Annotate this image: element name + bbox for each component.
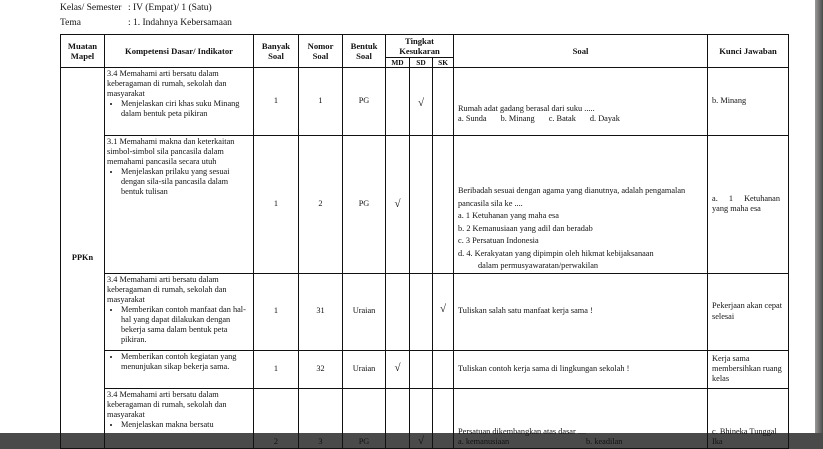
option-text: a. 1 Ketuhanan yang maha esa (458, 211, 559, 220)
check-mark-icon: √ (394, 197, 401, 210)
nomor-cell: 32 (299, 350, 343, 388)
sd-cell (410, 350, 433, 388)
sd-cell (410, 388, 433, 448)
option-text: dalam permusyawaratan/perwakilan (478, 261, 599, 270)
kd-text: 3.4 Memahami arti bersatu dalam keberagaman di rumah, sekolah dan masyarakat (107, 274, 227, 304)
soal-text: Beribadah sesuai dengan agama yang dianutnya, adalah pengamalan pancasila sila ke .... (458, 186, 686, 208)
header-kd: Kompetensi Dasar/ Indikator (105, 35, 254, 68)
header-sd: SD (410, 58, 433, 68)
banyak-cell: 2 (254, 388, 299, 448)
kunci-cell: Kerja sama membersihkan ruang kelas (708, 350, 789, 388)
option-text: b. 2 Kemanusiaan yang adil dan beradab (458, 223, 593, 233)
header-banyak: Banyak Soal (254, 35, 299, 68)
soal-text: Tuliskan contoh kerja sama di lingkungan sekolah ! (458, 363, 630, 373)
indikator-text: • Memberikan contoh manfaat dan hal-hal yang dapat dilakukan dengan bekerja sama dalam bentuk peta pikiran. (121, 305, 251, 345)
header-tingkat: Tingkat Kesukaran (386, 35, 454, 58)
soal-text: Persatuan dikembangkan atas dasar .... (458, 427, 587, 437)
soal-cell (454, 136, 708, 274)
bentuk-cell: PG (343, 136, 386, 274)
option-text: a. kemanusiaan (458, 437, 510, 447)
option-text: c. 3 Persatuan Indonesia (458, 236, 539, 245)
bentuk-cell: PG (343, 388, 386, 448)
sk-cell (433, 68, 454, 136)
tema-label: Tema (60, 18, 81, 28)
nomor-cell: 31 (299, 273, 343, 350)
options-line (458, 114, 707, 124)
indikator-text: • Menjelaskan ciri khas suku Minang dalam bentuk peta pikiran (121, 99, 251, 119)
kunci-cell: c. Bhineka Tunggal Ika (708, 388, 789, 448)
md-cell (386, 350, 410, 388)
check-mark-icon: √ (417, 435, 425, 448)
table-row (61, 273, 789, 350)
option-text: d. Dayak (589, 114, 620, 124)
page-edge-shadow (815, 0, 823, 433)
md-cell (386, 273, 410, 350)
bentuk-cell: Uraian (343, 273, 386, 350)
check-mark-icon: √ (417, 97, 425, 109)
sk-cell (433, 388, 454, 448)
sd-cell (410, 68, 433, 136)
kd-cell (105, 273, 254, 350)
sk-cell (433, 136, 454, 274)
banyak-cell: 1 (254, 68, 299, 136)
kd-cell (105, 388, 254, 448)
kd-cell (105, 350, 254, 388)
header-nomor: Nomor Soal (299, 35, 343, 68)
nomor-cell: 2 (299, 136, 343, 274)
header-muatan: Muatan Mapel (61, 35, 105, 68)
kelas-label: Kelas/ Semester (60, 3, 122, 13)
header-soal: Soal (454, 35, 708, 68)
sd-cell (410, 273, 433, 350)
nomor-cell: 1 (299, 68, 343, 136)
table-row (61, 68, 789, 136)
kd-cell (105, 68, 254, 136)
tema-value: : 1. Indahnya Kebersamaan (128, 18, 232, 28)
indikator-text: • Memberikan contoh kegiatan yang menunjukan sikap bekerja sama. (121, 352, 251, 372)
kelas-line (60, 3, 212, 14)
kd-text: 3.1 Memahami makna dan keterkaitan simbol-simbol sila pancasila dalam memahami pancasila secara utuh (107, 137, 235, 167)
header-sk: SK (433, 58, 454, 68)
soal-cell (454, 388, 708, 448)
soal-cell (454, 350, 708, 388)
soal-text: Tuliskan salah satu manfaat kerja sama ! (458, 306, 593, 316)
option-text: d. 4. Kerakyatan yang dipimpin oleh hikmat kebijaksanaan (458, 248, 654, 258)
bentuk-cell: Uraian (343, 350, 386, 388)
soal-cell (454, 273, 708, 350)
sd-cell (410, 136, 433, 274)
bentuk-cell: PG (343, 68, 386, 136)
md-cell (386, 68, 410, 136)
options-line (458, 437, 707, 447)
kunci-cell: a. 1 Ketuhanan yang maha esa (708, 136, 789, 274)
soal-cell (454, 68, 708, 136)
header-kunci: Kunci Jawaban (708, 35, 789, 68)
banyak-cell: 1 (254, 350, 299, 388)
md-cell (386, 136, 410, 274)
subject-label: PPKn (71, 252, 94, 262)
option-text: a. Sunda (458, 114, 487, 124)
nomor-cell: 3 (299, 388, 343, 448)
indikator-text: • Menjelaskan makna bersatu (121, 420, 251, 430)
table-row (61, 388, 789, 448)
banyak-cell: 1 (254, 136, 299, 274)
tema-line (60, 18, 232, 29)
kd-text: 3.4 Memahami arti bersatu dalam keberagaman di rumah, sekolah dan masyarakat (107, 389, 227, 419)
indikator-text: • Menjelaskan prilaku yang sesuai dengan sila-sila pancasila dalam bentuk tulisan (121, 167, 251, 197)
kd-text: 3.4 Memahami arti bersatu dalam keberagaman di rumah, sekolah dan masyarakat (107, 69, 227, 99)
question-grid-table (60, 34, 789, 449)
md-cell (386, 388, 410, 448)
table-row (61, 136, 789, 274)
option-text: c. Batak (548, 114, 576, 124)
sk-cell (433, 273, 454, 350)
table-row (61, 350, 789, 388)
header-md: MD (386, 58, 410, 68)
kd-cell (105, 136, 254, 274)
check-mark-icon: √ (394, 362, 401, 375)
kelas-value: : IV (Empat)/ 1 (Satu) (128, 3, 212, 13)
check-mark-icon: √ (439, 302, 447, 315)
option-text: b. Minang (500, 114, 535, 124)
option-text: b. keadilan (586, 437, 623, 447)
soal-text: Rumah adat gadang berasal dari suku ..... (458, 104, 595, 113)
kunci-cell: Pekerjaan akan cepat selesai (708, 273, 789, 350)
sk-cell (433, 350, 454, 388)
kunci-cell: b. Minang (708, 68, 789, 136)
subject-cell (61, 68, 105, 449)
header-bentuk: Bentuk Soal (343, 35, 386, 68)
banyak-cell: 1 (254, 273, 299, 350)
